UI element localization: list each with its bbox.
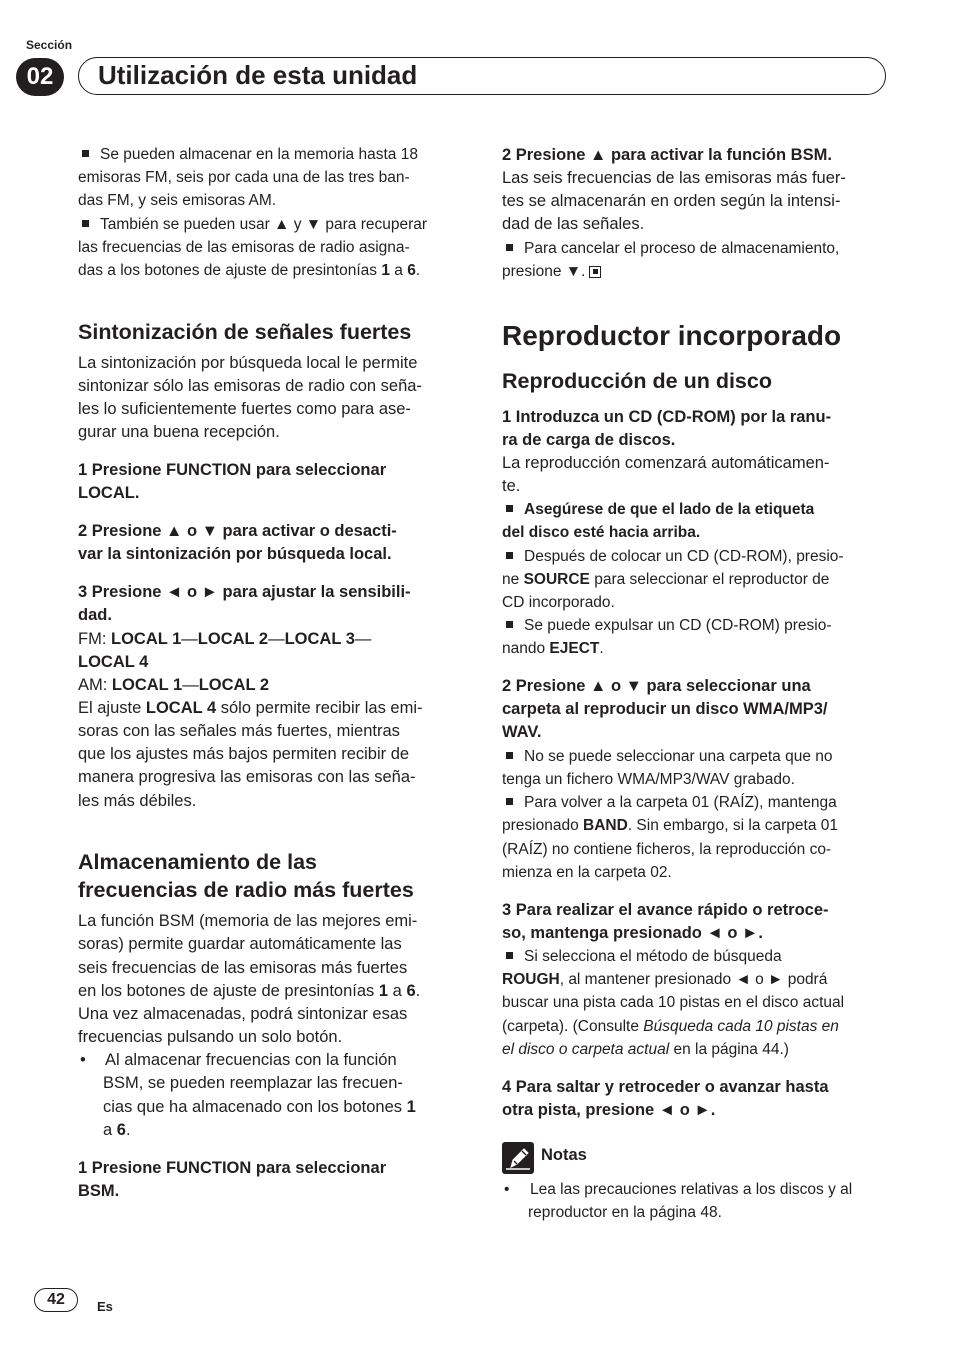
local4-line-1: El ajuste LOCAL 4 sólo permite recibir las emi- xyxy=(78,699,423,717)
disc-eject-note-line-2: nando EJECT. xyxy=(502,640,604,657)
square-bullet-icon xyxy=(82,220,89,227)
local-body-line-3: les lo suficientemente fuertes como para ase- xyxy=(78,400,411,418)
disc-source-note-line-3: CD incorporado. xyxy=(502,594,615,611)
bsm-cancel-line-1: Para cancelar el proceso de almacenamiento, xyxy=(502,237,839,260)
disc-source-note-line-2: ne SOURCE para seleccionar el reproductor de xyxy=(502,571,830,588)
fm-local-levels: FM: LOCAL 1—LOCAL 2—LOCAL 3— xyxy=(78,630,372,648)
local4-line-4: manera progresiva las emisoras con las seña- xyxy=(78,768,416,786)
local4-line-2: soras con las señales más fuertes, mientras xyxy=(78,722,400,740)
square-bullet-icon xyxy=(506,952,513,959)
local4-line-5: les más débiles. xyxy=(78,792,197,810)
disc-step-2-line-1: 2 Presione ▲ o ▼ para seleccionar una xyxy=(502,677,811,695)
notes-bullet-line-1: • Lea las precauciones relativas a los discos y al xyxy=(502,1178,852,1201)
disc-eject-note-line-1: Se puede expulsar un CD (CD-ROM) presio- xyxy=(502,614,832,637)
intro-note-1-line-3: das FM, y seis emisoras AM. xyxy=(78,192,277,209)
square-bullet-icon xyxy=(506,752,513,759)
folder-note-2-line-3: (RAÍZ) no contiene ficheros, la reproducción co- xyxy=(502,841,832,858)
rough-note-line-5: el disco o carpeta actual en la página 44.) xyxy=(502,1041,789,1058)
disc-step-1-line-1: 1 Introduzca un CD (CD-ROM) por la ranu- xyxy=(502,408,832,426)
local-step-2-line-1: 2 Presione ▲ o ▼ para activar o desacti- xyxy=(78,522,397,540)
bullet-dot-icon: • xyxy=(504,1181,510,1198)
bsm-body-line-1: La función BSM (memoria de las mejores emi- xyxy=(78,912,418,930)
disc-source-note-line-1: Después de colocar un CD (CD-ROM), presio- xyxy=(502,545,844,568)
local-step-3-line-1: 3 Presione ◄ o ► para ajustar la sensibili- xyxy=(78,583,411,601)
square-bullet-icon xyxy=(506,244,513,251)
bsm-bullet-line-4: a 6. xyxy=(103,1121,131,1139)
notes-icon xyxy=(502,1142,534,1174)
disc-step-1-body-line-1: La reproducción comenzará automáticamen- xyxy=(502,454,830,472)
disc-step-3-line-1: 3 Para realizar el avance rápido o retroce- xyxy=(502,901,829,919)
intro-note-2-line-3: das a los botones de ajuste de presintonías 1 a 6. xyxy=(78,262,421,279)
intro-note-1-line-1: Se pueden almacenar en la memoria hasta 18 xyxy=(78,143,418,166)
disc-step-1-line-2: ra de carga de discos. xyxy=(502,431,676,449)
bsm-body-line-3: seis frecuencias de las emisoras más fuertes xyxy=(78,959,408,977)
local-heading: Sintonización de señales fuertes xyxy=(78,320,412,344)
page-number: 42 xyxy=(34,1288,78,1312)
disc-step-3-line-2: so, mantenga presionado ◄ o ►. xyxy=(502,924,763,942)
rough-note-line-1: Si selecciona el método de búsqueda xyxy=(502,945,782,968)
bsm-cancel-line-2: presione ▼. xyxy=(502,260,601,283)
folder-note-1-line-1: No se puede seleccionar una carpeta que no xyxy=(502,745,833,768)
section-label: Sección xyxy=(26,38,73,52)
local-step-1-line-2: LOCAL. xyxy=(78,484,140,502)
bsm-bullet-line-3: cias que ha almacenado con los botones 1 xyxy=(103,1098,416,1116)
local-body-line-4: gurar una buena recepción. xyxy=(78,423,280,441)
disc-label-note-line-1: Asegúrese de que el lado de la etiqueta xyxy=(502,498,814,521)
player-heading: Reproductor incorporado xyxy=(502,320,842,351)
bsm-heading-line-2: frecuencias de radio más fuertes xyxy=(78,878,414,902)
bsm-bullet-line-2: BSM, se pueden reemplazar las frecuen- xyxy=(103,1074,403,1092)
disc-heading: Reproducción de un disco xyxy=(502,369,772,393)
end-mark-icon xyxy=(589,266,601,278)
folder-note-2-line-2: presionado BAND. Sin embargo, si la carpeta 01 xyxy=(502,817,839,834)
section-number-badge: 02 xyxy=(16,58,64,96)
square-bullet-icon xyxy=(506,505,513,512)
local-step-3-line-2: dad. xyxy=(78,606,112,624)
page-title: Utilización de esta unidad xyxy=(98,60,418,90)
local-step-2-line-2: var la sintonización por búsqueda local. xyxy=(78,545,392,563)
square-bullet-icon xyxy=(506,798,513,805)
bsm-body-line-5: Una vez almacenadas, podrá sintonizar esas xyxy=(78,1005,408,1023)
bsm-step-2-body-line-2: tes se almacenarán en orden según la intensi- xyxy=(502,192,841,210)
bsm-bullet-line-1: • Al almacenar frecuencias con la función xyxy=(78,1049,397,1072)
rough-note-line-4: (carpeta). (Consulte Búsqueda cada 10 pistas en xyxy=(502,1018,839,1035)
disc-step-2-line-2: carpeta al reproducir un disco WMA/MP3/ xyxy=(502,700,828,718)
square-bullet-icon xyxy=(506,552,513,559)
bsm-step-1-line-1: 1 Presione FUNCTION para seleccionar xyxy=(78,1159,387,1177)
bsm-heading-line-1: Almacenamiento de las xyxy=(78,850,317,874)
intro-note-2-line-1: También se pueden usar ▲ y ▼ para recuperar xyxy=(78,213,427,236)
folder-note-2-line-1: Para volver a la carpeta 01 (RAÍZ), mantenga xyxy=(502,791,837,814)
square-bullet-icon xyxy=(82,150,89,157)
disc-label-note-line-2: del disco esté hacia arriba. xyxy=(502,524,701,541)
bsm-step-1-line-2: BSM. xyxy=(78,1182,120,1200)
language-code: Es xyxy=(97,1299,113,1314)
disc-step-4-line-1: 4 Para saltar y retroceder o avanzar hasta xyxy=(502,1078,829,1096)
bsm-step-2: 2 Presione ▲ para activar la función BSM. xyxy=(502,146,832,164)
rough-note-line-3: buscar una pista cada 10 pistas en el disco actual xyxy=(502,994,845,1011)
rough-note-line-2: ROUGH, al mantener presionado ◄ o ► podrá xyxy=(502,971,828,988)
notes-bullet-line-2: reproductor en la página 48. xyxy=(528,1204,722,1221)
intro-note-1-line-2: emisoras FM, seis por cada una de las tres ban- xyxy=(78,169,410,186)
bsm-body-line-4: en los botones de ajuste de presintonías 1 a 6. xyxy=(78,982,421,1000)
disc-step-1-body-line-2: te. xyxy=(502,477,521,495)
folder-note-2-line-4: mienza en la carpeta 02. xyxy=(502,864,672,881)
bsm-body-line-2: soras) permite guardar automáticamente las xyxy=(78,935,402,953)
am-local-levels: AM: LOCAL 1—LOCAL 2 xyxy=(78,676,270,694)
folder-note-1-line-2: tenga un fichero WMA/MP3/WAV grabado. xyxy=(502,771,795,788)
intro-note-2-line-2: las frecuencias de las emisoras de radio asigna- xyxy=(78,239,410,256)
square-bullet-icon xyxy=(506,621,513,628)
bsm-step-2-body-line-1: Las seis frecuencias de las emisoras más fuer- xyxy=(502,169,846,187)
notes-title: Notas xyxy=(541,1146,587,1164)
bsm-body-line-6: frecuencias pulsando un solo botón. xyxy=(78,1028,343,1046)
local-body-line-1: La sintonización por búsqueda local le permite xyxy=(78,354,418,372)
local4-line-3: que los ajustes más bajos permiten recibir de xyxy=(78,745,410,763)
local-step-1-line-1: 1 Presione FUNCTION para seleccionar xyxy=(78,461,387,479)
local-body-line-2: sintonizar sólo las emisoras de radio con seña- xyxy=(78,377,422,395)
bsm-step-2-body-line-3: dad de las señales. xyxy=(502,215,645,233)
fm-local-last: LOCAL 4 xyxy=(78,653,149,671)
bullet-dot-icon: • xyxy=(80,1051,86,1069)
disc-step-4-line-2: otra pista, presione ◄ o ►. xyxy=(502,1101,716,1119)
disc-step-2-line-3: WAV. xyxy=(502,723,542,741)
